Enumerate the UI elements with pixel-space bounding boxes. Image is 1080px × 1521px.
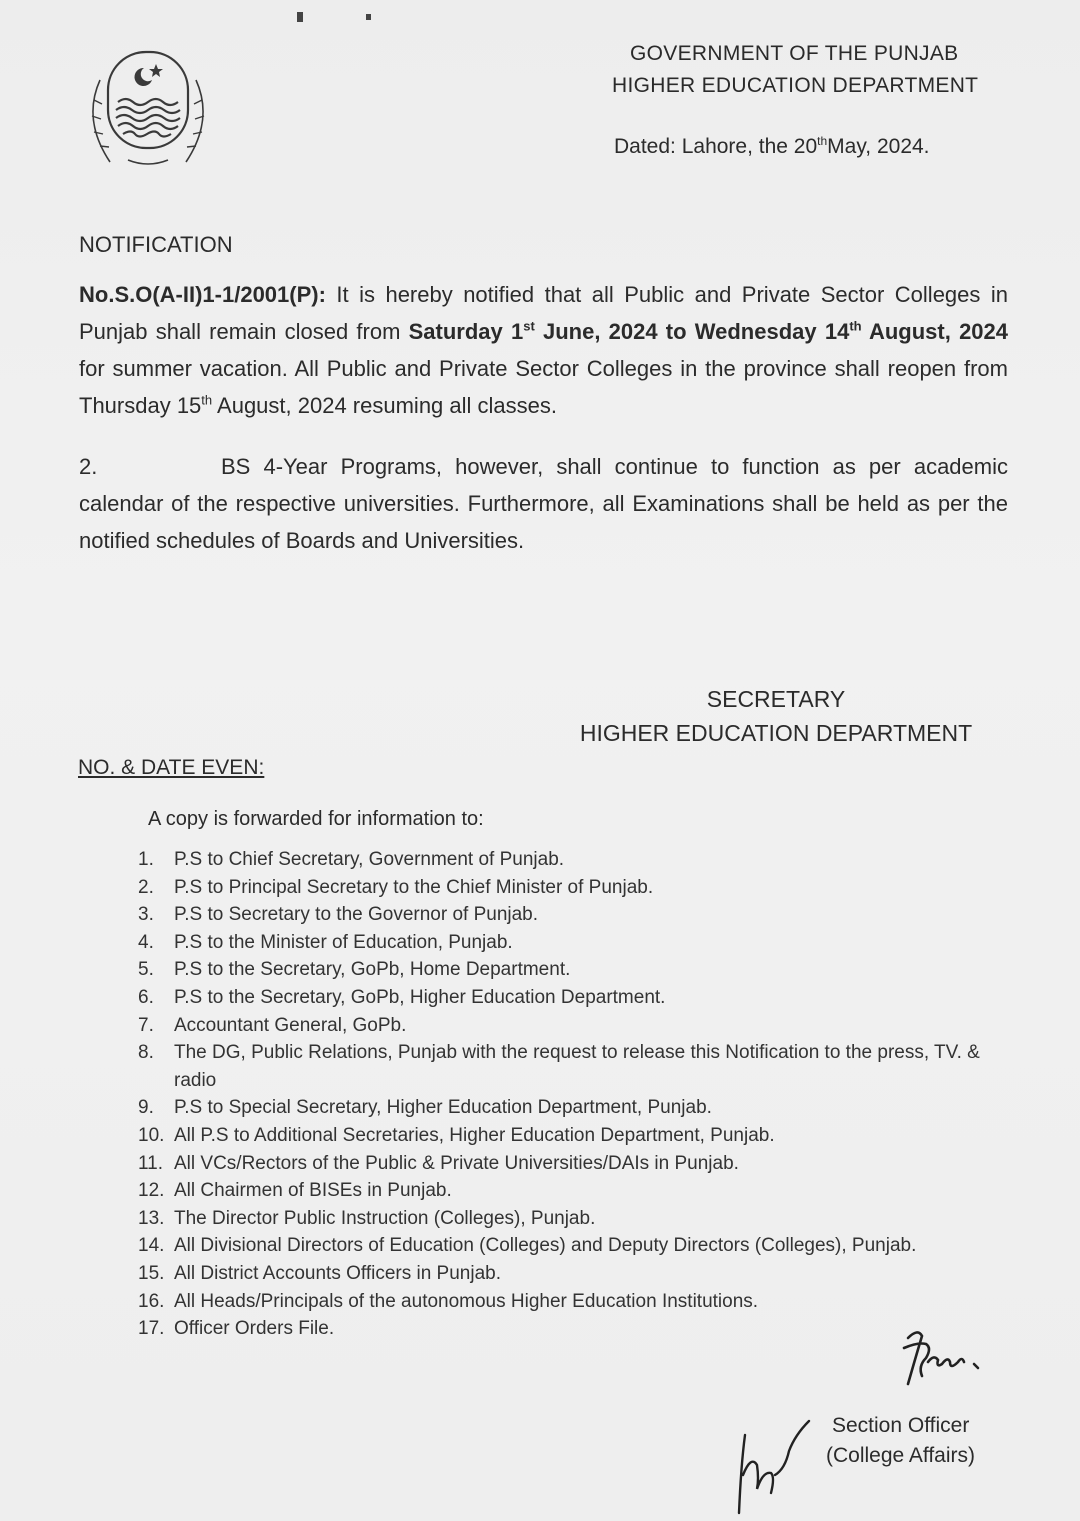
list-item: 3. P.S to Secretary to the Governor of Punjab. xyxy=(138,904,539,926)
section-officer-unit: (College Affairs) xyxy=(826,1444,976,1467)
notification-number: No.S.O(A-II)1-1/2001(P): xyxy=(79,282,326,307)
list-item: 8. The DG, Public Relations, Punjab with the request to release this Notification to the press, TV. & radio xyxy=(138,1042,980,1091)
department-heading: HIGHER EDUCATION DEPARTMENT xyxy=(612,74,979,97)
list-item: 1. P.S to Chief Secretary, Government of Punjab. xyxy=(138,849,565,870)
list-item: 5. P.S to the Secretary, GoPb, Home Department. xyxy=(138,959,571,981)
scan-mark xyxy=(297,12,303,22)
list-item: 7. Accountant General, GoPb. xyxy=(138,1014,407,1036)
notification-paragraph-2: 2. BS 4-Year Programs, however, shall continue to function as per academic calendar of the respective universities. Furthermore, all Examinations shall be held as per the notified schedules of Boards and Universities. xyxy=(79,448,1008,559)
signatory-title: SECRETARY xyxy=(706,686,846,712)
list-item: 12. All Chairmen of BISEs in Punjab. xyxy=(138,1180,452,1202)
forward-text: A copy is forwarded for information to: xyxy=(148,808,484,830)
paragraph-number: 2. xyxy=(79,454,98,479)
list-item: 15. All District Accounts Officers in Punjab. xyxy=(138,1262,501,1284)
signatory-department: HIGHER EDUCATION DEPARTMENT xyxy=(579,720,973,746)
distribution-list xyxy=(138,846,1018,1343)
list-item: 9. P.S to Special Secretary, Higher Education Department, Punjab. xyxy=(138,1097,712,1119)
date-line: Dated: Lahore, the 20thMay, 2024. xyxy=(614,134,930,158)
scan-mark xyxy=(366,14,371,20)
list-item: 4. P.S to the Minister of Education, Punjab. xyxy=(138,931,513,953)
section-officer-title: Section Officer xyxy=(832,1414,970,1437)
notification-title: NOTIFICATION xyxy=(79,232,233,257)
government-heading: GOVERNMENT OF THE PUNJAB xyxy=(630,42,959,65)
punjab-emblem-icon xyxy=(78,40,218,175)
list-item: 14. All Divisional Directors of Education (Colleges) and Deputy Directors (Colleges), Punjab. xyxy=(138,1235,917,1257)
list-item: 6. P.S to the Secretary, GoPb, Higher Education Department. xyxy=(138,986,666,1008)
list-item: 11. All VCs/Rectors of the Public & Private Universities/DAIs in Punjab. xyxy=(138,1152,739,1174)
no-date-even-heading: NO. & DATE EVEN: xyxy=(78,756,265,779)
list-item: 17. Officer Orders File. xyxy=(138,1318,335,1340)
signature-icon xyxy=(725,1415,815,1515)
list-item: 10. All P.S to Additional Secretaries, Higher Education Department, Punjab. xyxy=(138,1124,775,1146)
list-item: 13. The Director Public Instruction (Colleges), Punjab. xyxy=(138,1207,596,1229)
signature-icon xyxy=(890,1318,990,1398)
list-item: 16. All Heads/Principals of the autonomous Higher Education Institutions. xyxy=(138,1290,759,1312)
list-item: 2. P.S to Principal Secretary to the Chief Minister of Punjab. xyxy=(138,876,654,898)
notification-paragraph-1: No.S.O(A-II)1-1/2001(P): It is hereby notified that all Public and Private Sector Colleges in Punjab shall remain closed from Saturday 1st June, 2024 to Wednesday 14th August, 2024 for summer vacation. All Public and Private Sector Colleges in the province shall reopen from Thursday 15th August, 2024 resuming all classes. xyxy=(79,282,1009,418)
